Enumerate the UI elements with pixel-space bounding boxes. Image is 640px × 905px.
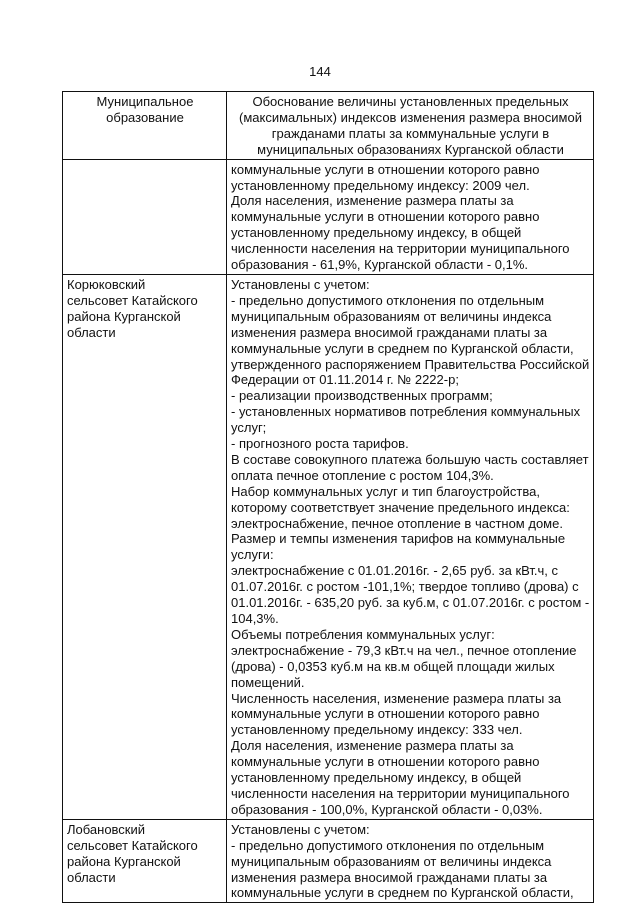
text-line: 01.07.2016г. с ростом -101,1%; твердое топливо (дрова) с (231, 579, 579, 595)
municipality-cell: Корюковский сельсовет Катайского района Курганской области (63, 274, 227, 819)
text-line: коммунальные услуги в среднем по Курганской области, (231, 885, 574, 901)
text-line: - реализации производственных программ; (231, 388, 493, 404)
municipality-cell: Лобановский сельсовет Катайского района Курганской области (63, 819, 227, 903)
text-line: установленному предельному индексу: 2009 чел. (231, 177, 530, 193)
text-line: услуги: (231, 547, 274, 563)
text-line: Установлены с учетом: (231, 276, 370, 292)
text-line: - установленных нормативов потребления коммунальных (231, 404, 581, 420)
text-line: численности населения на территории муниципального (231, 241, 570, 257)
text-line: образования - 61,9%, Курганской области - 0,1%. (231, 257, 529, 273)
table-body (63, 159, 594, 903)
table-row (63, 274, 594, 819)
municipality-cell (63, 159, 227, 274)
text-line: муниципальным образованиям от величины индекса (231, 308, 552, 324)
header-municipality: Муниципальное образование (63, 92, 227, 160)
text-line: Объемы потребления коммунальных услуг: (231, 626, 495, 642)
text-line: коммунальные услуги в среднем по Курганской области, (231, 340, 574, 356)
justification-table (62, 91, 594, 903)
text-line: - предельно допустимого отклонения по отдельным (231, 292, 545, 308)
text-line: услуг; (231, 420, 267, 436)
justification-cell (227, 159, 594, 274)
text-line: - прогнозного роста тарифов. (231, 436, 409, 452)
justification-cell (227, 274, 594, 819)
text-line: муниципальным образованиям от величины индекса (231, 853, 552, 869)
text-line: помещений. (231, 674, 305, 690)
text-line: электроснабжение - 79,3 кВт.ч на чел., печное отопление (231, 642, 577, 658)
text-line: 01.01.2016г. - 635,20 руб. за куб.м, с 01.07.2016г. с ростом - (231, 595, 590, 611)
text-line: утвержденного распоряжением Правительства Российской (231, 356, 590, 372)
text-line: которому соответствует значение предельного индекса: (231, 499, 570, 515)
text-line: электроснабжение с 01.01.2016г. - 2,65 руб. за кВт.ч, с (231, 563, 558, 579)
page-number: 144 (309, 64, 331, 79)
text-line: Установлены с учетом: (231, 821, 370, 837)
text-line: коммунальные услуги в отношении которого равно (231, 209, 540, 225)
text-line: численности населения на территории муниципального (231, 785, 570, 801)
text-line: установленному предельному индексу: 333 чел. (231, 722, 523, 738)
header-justification: Обоснование величины установленных предельных (максимальных) индексов изменения размера вносимой гражданами платы за коммунальные услуги в муниципальных образованиях Курганской области (227, 92, 594, 160)
text-line: коммунальные услуги в отношении которого равно (231, 161, 540, 177)
text-line: Размер и темпы изменения тарифов на коммунальные (231, 531, 566, 547)
text-line: В составе совокупного платежа большую часть составляет (231, 451, 589, 467)
text-line: (дрова) - 0,0353 куб.м на кв.м общей площади жилых (231, 658, 555, 674)
text-line: оплата печное отопление с ростом 104,3%. (231, 467, 494, 483)
text-line: установленному предельному индексу, в общей (231, 770, 522, 786)
text-line: Доля населения, изменение размера платы за (231, 193, 514, 209)
text-line: изменения размера вносимой гражданами платы за (231, 324, 548, 340)
text-line: установленному предельному индексу, в общей (231, 225, 522, 241)
text-line: Набор коммунальных услуг и тип благоустройства, (231, 483, 540, 499)
text-line: Численность населения, изменение размера платы за (231, 690, 562, 706)
text-line: коммунальные услуги в отношении которого равно (231, 706, 540, 722)
text-line: изменения размера вносимой гражданами платы за (231, 869, 548, 885)
table-row (63, 819, 594, 903)
text-line: электроснабжение, печное отопление в частном доме. (231, 515, 563, 531)
text-line: коммунальные услуги в отношении которого равно (231, 754, 540, 770)
table-header-row (63, 92, 594, 160)
justification-cell (227, 819, 594, 903)
text-line: 104,3%. (231, 611, 279, 626)
table-row (63, 159, 594, 274)
text-line: Федерации от 01.11.2014 г. № 2222-р; (231, 372, 459, 388)
text-line: образования - 100,0%, Курганской области - 0,03%. (231, 801, 543, 817)
text-line: - предельно допустимого отклонения по отдельным (231, 837, 545, 853)
text-line: Доля населения, изменение размера платы за (231, 738, 514, 754)
